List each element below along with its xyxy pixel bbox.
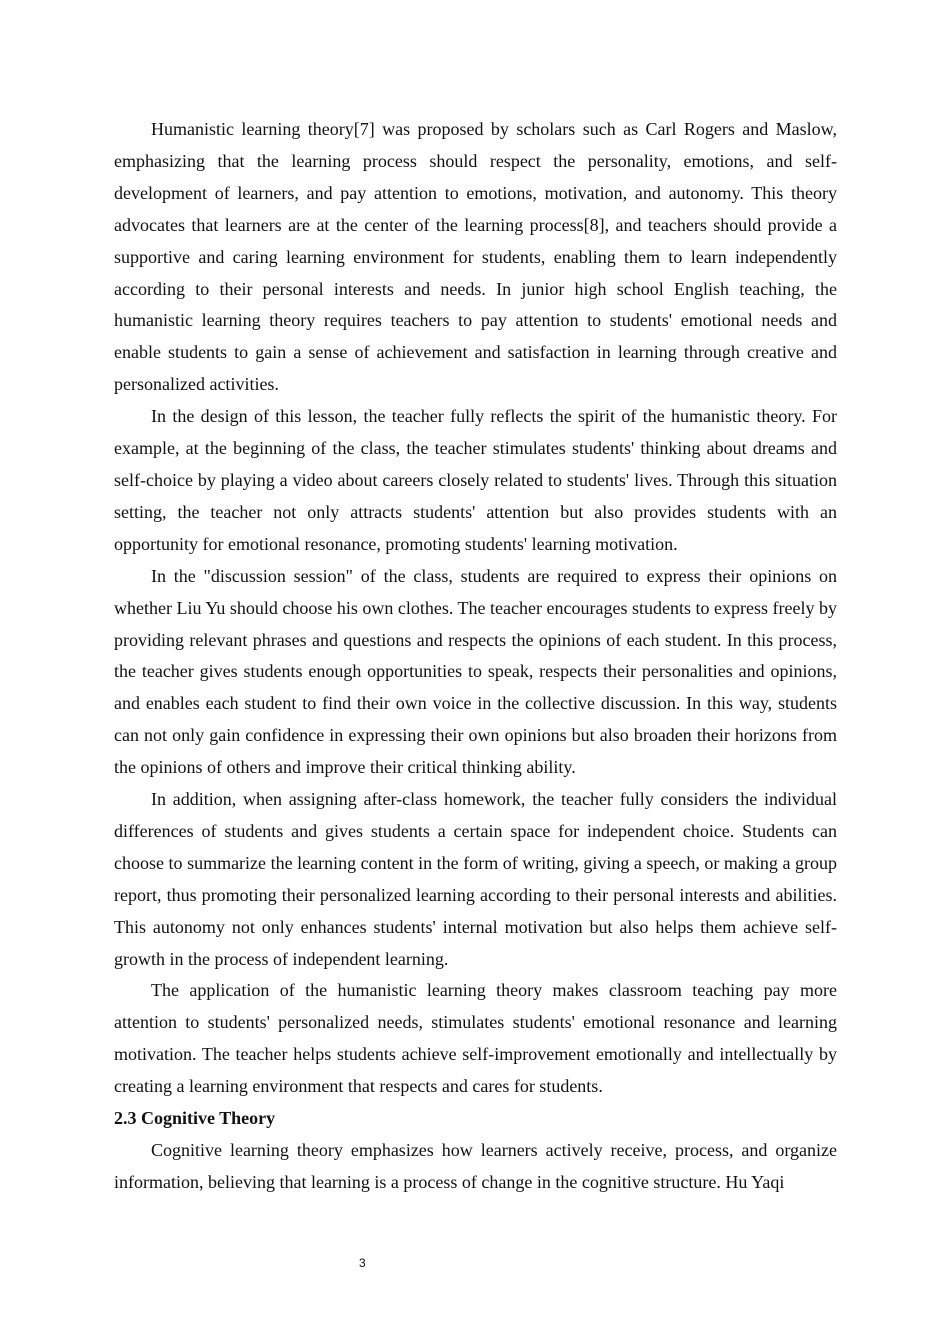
paragraph-cognitive-intro: Cognitive learning theory emphasizes how learners actively receive, process, and organize information, believing that learning is a process of change in the cognitive structure. Hu Yaqi [114, 1140, 837, 1192]
paragraph-lesson-design: In the design of this lesson, the teacher fully reflects the spirit of the humanistic theory. For example, at the beginning of the class, the teacher stimulates students' thinking about dreams and self-choice by playing a video about careers closely related to students' lives. Through this situation setting, the teacher not only attracts students' attention but also provides students with an opportunity for emotional resonance, promoting students' learning motivation. [114, 406, 837, 554]
page-number: 3 [359, 1256, 366, 1270]
paragraph-discussion-session: In the "discussion session" of the class, students are required to express their opinions on whether Liu Yu should choose his own clothes. The teacher encourages students to express freely by providing relevant phrases and questions and respects the opinions of each student. In this process, the teacher gives students enough opportunities to speak, respects their personalities and opinions, and enables each student to find their own voice in the collective discussion. In this way, students can not only gain confidence in expressing their own opinions but also broaden their horizons from the opinions of others and improve their critical thinking ability. [114, 565, 837, 778]
paragraph-homework: In addition, when assigning after-class homework, the teacher fully considers the individual differences of students and gives students a certain space for independent choice. Students can choose to summarize the learning content in the form of writing, giving a speech, or making a group report, thus promoting their personalized learning according to their personal interests and abilities. This autonomy not only enhances students' internal motivation but also helps them achieve self-growth in the process of independent learning. [114, 789, 837, 969]
paragraph-humanistic-intro: Humanistic learning theory[7] was proposed by scholars such as Carl Rogers and Maslow, emphasizing that the learning process should respect the personality, emotions, and self-development of learners, and pay attention to emotions, motivation, and autonomy. This theory advocates that learners are at the center of the learning process[8], and teachers should provide a supportive and caring learning environment for students, enabling them to learn independently according to their personal interests and needs. In junior high school English teaching, the humanistic learning theory requires teachers to pay attention to students' emotional needs and enable students to gain a sense of achievement and satisfaction in learning through creative and personalized activities. [114, 119, 837, 395]
section-heading: 2.3 Cognitive Theory [114, 1108, 276, 1129]
paragraph-application: The application of the humanistic learning theory makes classroom teaching pay more attention to students' personalized needs, stimulates students' emotional resonance and learning motivation. The teacher helps students achieve self-improvement emotionally and intellectually by creating a learning environment that respects and cares for students. [114, 980, 837, 1097]
document-body [114, 114, 837, 1199]
